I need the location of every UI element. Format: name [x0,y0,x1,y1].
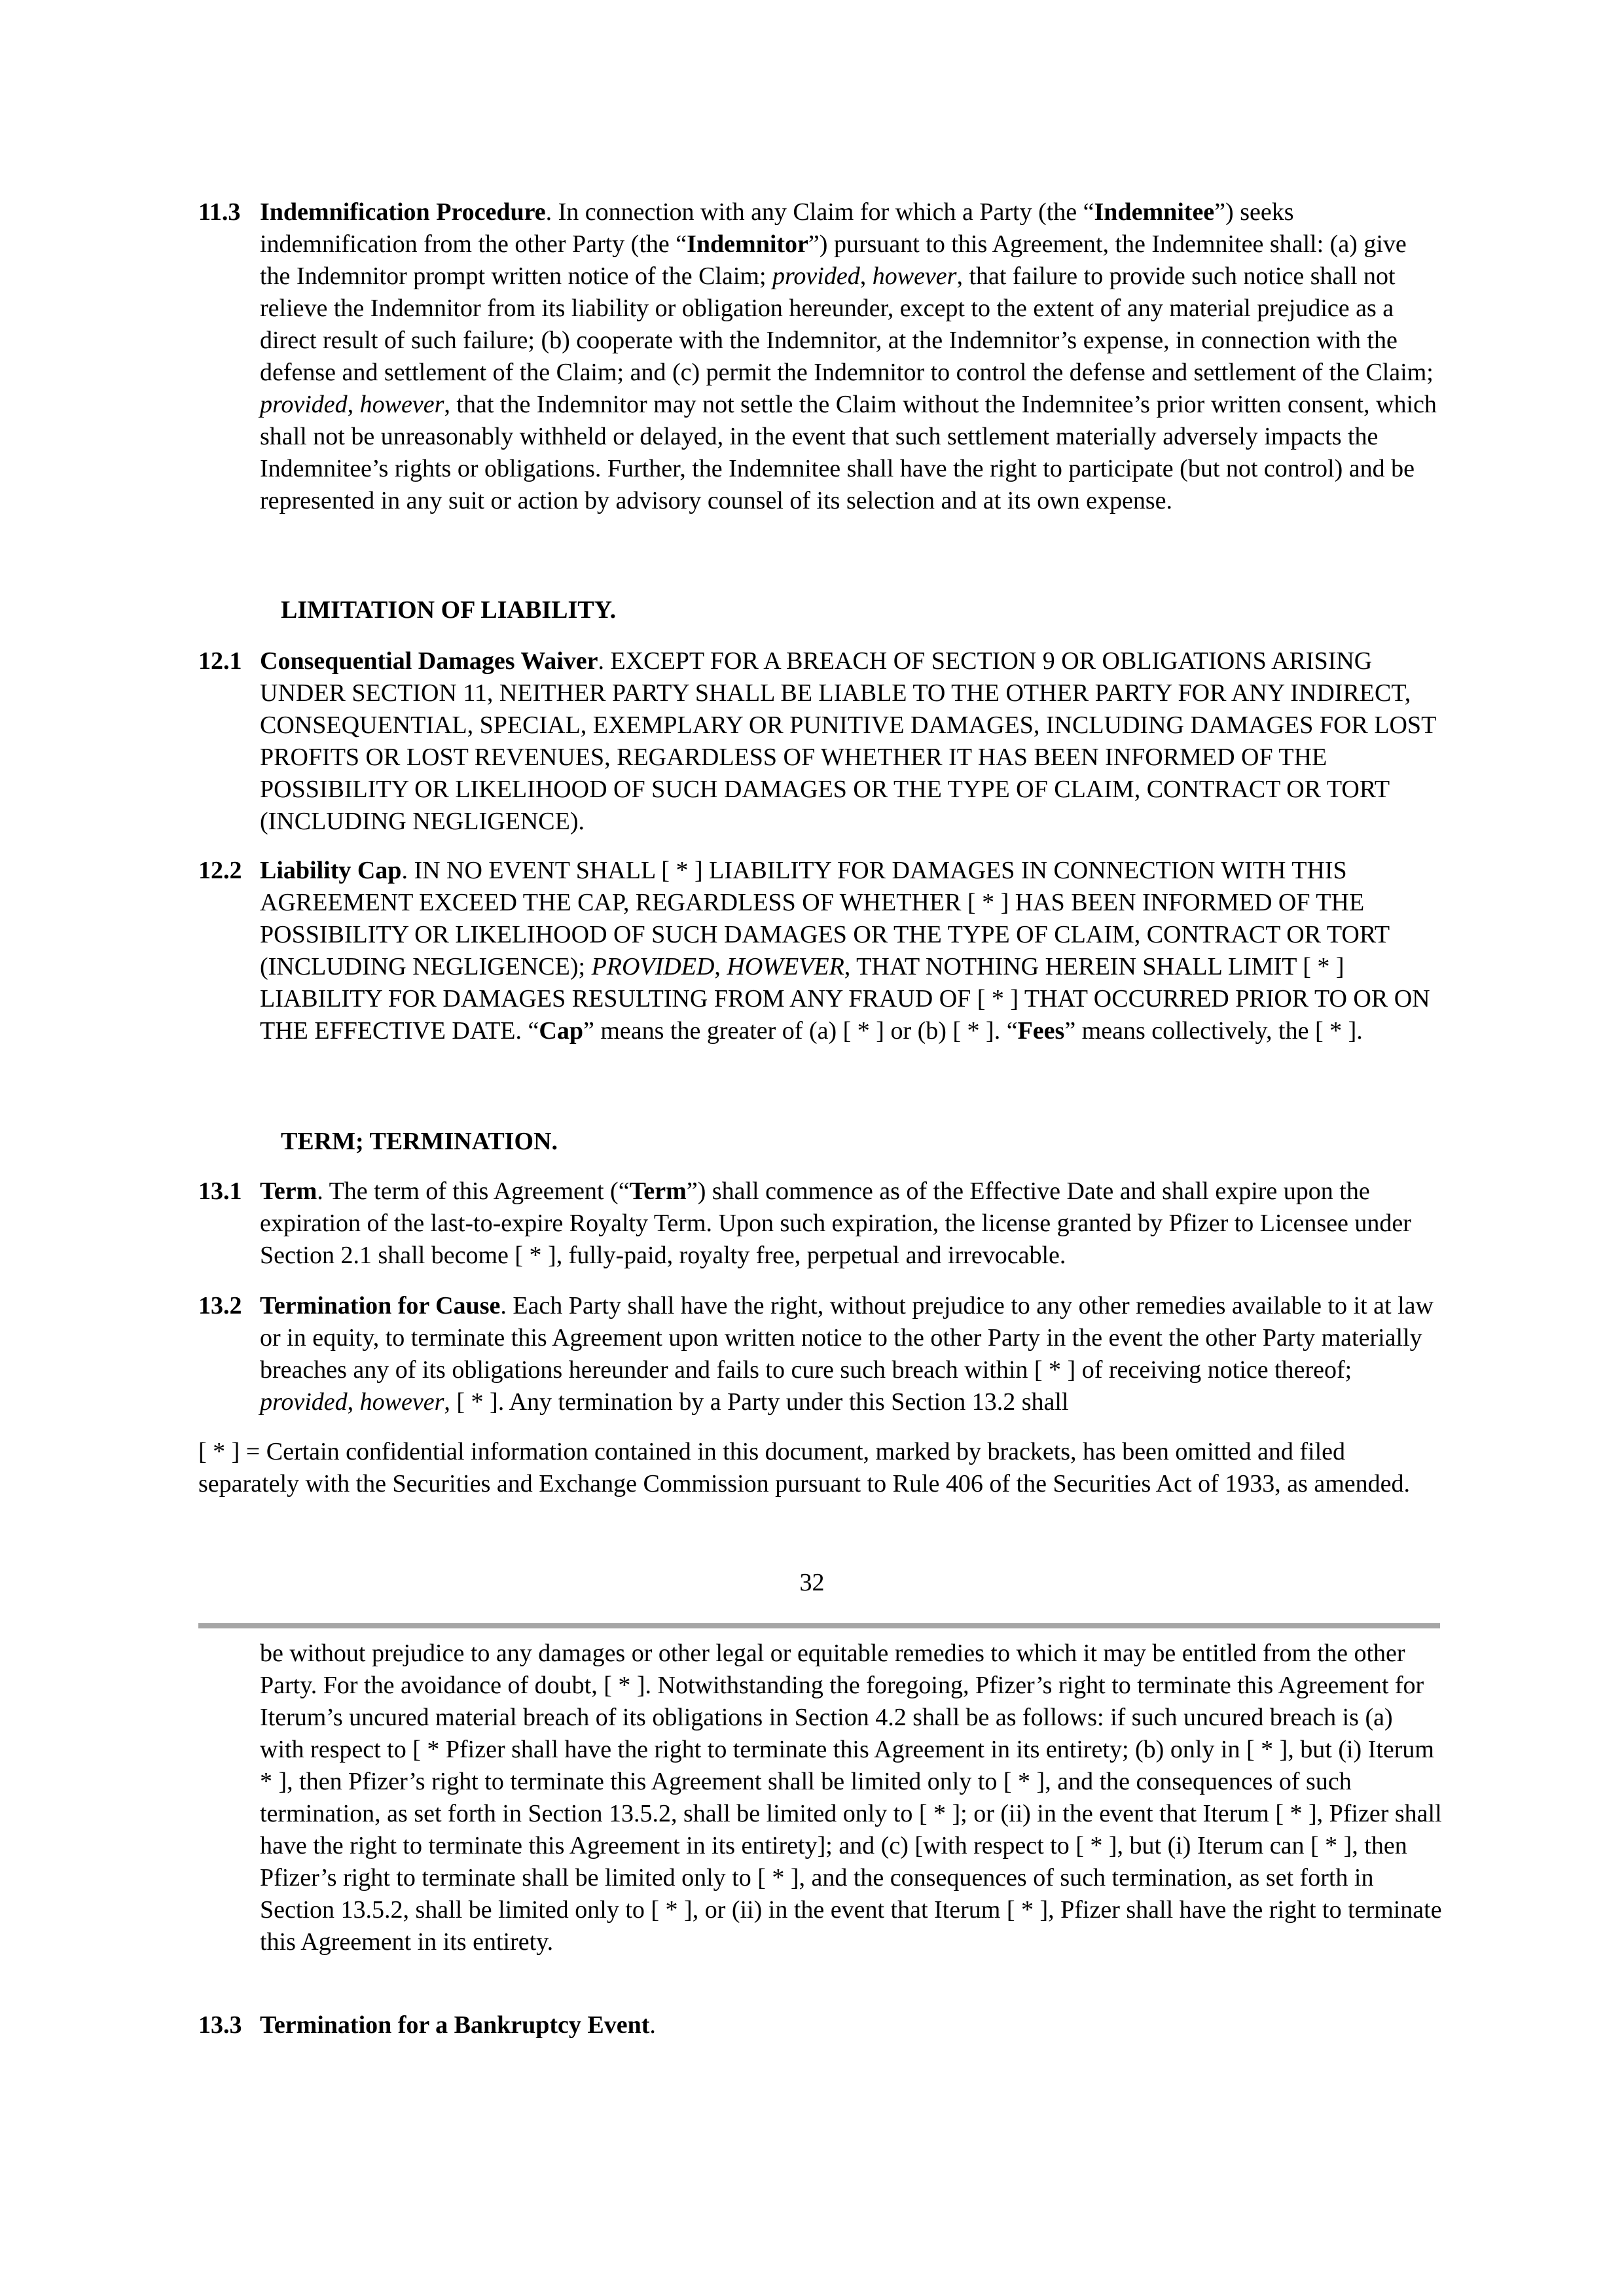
section-title: Consequential Damages Waiver [260,647,598,675]
section-number: 13.2 [198,1292,242,1319]
text-run: ” means collectively, the [ * ]. [1064,1017,1363,1045]
italic-run: however [359,1388,444,1416]
heading-limitation-of-liability: LIMITATION OF LIABILITY. [281,596,617,624]
section-number: 13.1 [198,1177,242,1205]
section-12-2 [198,855,1442,1047]
text-run: , that the Indemnitor may not settle the Claim without the Indemnitee’s prior written consent, which shall not be unreasonably withheld or delayed, in the event that such settlement materially adversely impacts the Indemnitee’s rights or obligations. Further, the Indemnitee shall have the right to participate (but not control) and be represented in any suit or action by advisory counsel of its selection and at its own expense. [260,391,1437,514]
text-run: , that failure to provide such notice shall not relieve the Indemnitor from its liability or obligation hereunder, except to the extent of any material prejudice as a direct result of such failure; (b) cooperate with the Indemnitor, at the Indemnitor’s expense, in connection with the defense and settlement of the Claim; and (c) permit the Indemnitor to control the defense and settlement of the Claim; [260,262,1434,386]
italic-run: however [872,262,957,290]
section-body [260,1290,1442,1418]
text-run: ”) shall commence as of the Effective Date and shall expire upon the expiration of the last-to-expire Royalty Term. Upon such expiration, the license granted by Pfizer to Licensee under Section 2.1 shall become [ * ], fully-paid, royalty free, perpetual and irrevocable. [260,1177,1411,1269]
section-body [260,645,1442,838]
section-title: Termination for Cause [260,1292,501,1319]
text-run: , [347,391,360,418]
italic-run: however [359,391,444,418]
section-body [260,1175,1442,1272]
text-run: . The term of this Agreement (“ [317,1177,630,1205]
italic-run: provided [772,262,860,290]
italic-run: HOWEVER [727,953,844,980]
italic-run: PROVIDED [591,953,715,980]
text-run: , [859,262,873,290]
section-13-2-continuation: be without prejudice to any damages or other legal or equitable remedies to which it may be entitled from the other Party. For the avoidance of doubt, [ * ]. Notwithstanding the foregoing, Pfizer’s right to terminate this Agreement for Iterum’s uncured material breach of its obligations in Section 4.2 shall be as follows: if such uncured breach is (a) with respect to [ * Pfizer shall have the right to terminate this Agreement in its entirety; (b) only in [ * ], but (i) Iterum * ], then Pfizer’s right to terminate this Agreement shall be limited only to [ * ], and the consequences of such termination, as set forth in Section 13.5.2, shall be limited only to [ * ]; or (ii) in the event that Iterum [ * ], Pfizer shall have the right to terminate this Agreement in its entirety]; and (c) [with respect to [ * ], but (i) Iterum can [ * ], then Pfizer’s right to terminate shall be limited only to [ * ], and the consequences of such termination, as set forth in Section 13.5.2, shall be limited only to [ * ], or (ii) in the event that Iterum [ * ], Pfizer shall have the right to terminate this Agreement in its entirety. [260,1640,1442,1956]
section-number: 11.3 [198,198,241,226]
section-title: Liability Cap [260,857,402,884]
section-number: 13.3 [198,2011,242,2039]
italic-run: provided [260,1388,348,1416]
confidentiality-footnote: [ * ] = Certain confidential information contained in this document, marked by brackets, has been omitted and filed separately with the Securities and Exchange Commission pursuant to Rule 406 of the Securities Act of 1933, as amended. [198,1438,1411,1498]
text-run: . [649,2011,656,2039]
section-number: 12.2 [198,857,242,884]
defined-term: Cap [539,1017,583,1045]
section-12-1 [198,645,1442,838]
section-11-3 [198,196,1442,517]
section-13-1 [198,1175,1442,1272]
section-body [260,855,1442,1047]
text-run: . Each Party shall have the right, without prejudice to any other remedies available to it at law or in equity, to terminate this Agreement upon written notice to the other Party in the event the other Party materially breaches any of its obligations hereunder and fails to cure such breach within [ * ] of receiving notice thereof; [260,1292,1434,1384]
section-13-3 [198,2009,1442,2041]
text-run: , THAT NOTHING HEREIN SHALL LIMIT [ * ] LIABILITY FOR DAMAGES RESULTING FROM ANY FRAUD OF [ * ] THAT OCCURRED PRIOR TO OR ON THE EFFECTIVE DATE. “ [260,953,1430,1045]
defined-term: Fees [1017,1017,1065,1045]
defined-term: Term [629,1177,687,1205]
italic-run: provided [260,391,348,418]
section-title: Term [260,1177,317,1205]
text-run: , [714,953,727,980]
section-title: Indemnification Procedure [260,198,546,226]
text-run: . EXCEPT FOR A BREACH OF SECTION 9 OR OBLIGATIONS ARISING UNDER SECTION 11, NEITHER PARTY SHALL BE LIABLE TO THE OTHER PARTY FOR ANY INDIRECT, CONSEQUENTIAL, SPECIAL, EXEMPLARY OR PUNITIVE DAMAGES, INCLUDING DAMAGES FOR LOST PROFITS OR LOST REVENUES, REGARDLESS OF WHETHER IT HAS BEEN INFORMED OF THE POSSIBILITY OR LIKELIHOOD OF SUCH DAMAGES OR THE TYPE OF CLAIM, CONTRACT OR TORT (INCLUDING NEGLIGENCE). [260,647,1436,835]
heading-term-termination: TERM; TERMINATION. [281,1128,558,1155]
text-run: ”) pursuant to this Agreement, the Indemnitee shall: (a) give the Indemnitor prompt written notice of the Claim; [260,230,1407,290]
section-number: 12.1 [198,647,242,675]
defined-term: Indemnitee [1094,198,1215,226]
section-body [260,2009,1442,2041]
text-run: ”) seeks indemnification from the other Party (the “ [260,198,1294,258]
page-number: 32 [799,1569,825,1596]
text-run: . IN NO EVENT SHALL [ * ] LIABILITY FOR DAMAGES IN CONNECTION WITH THIS AGREEMENT EXCEED THE CAP, REGARDLESS OF WHETHER [ * ] HAS BEEN INFORMED OF THE POSSIBILITY OR LIKELIHOOD OF SUCH DAMAGES OR THE TYPE OF CLAIM, CONTRACT OR TORT (INCLUDING NEGLIGENCE); [260,857,1390,980]
section-13-2 [198,1290,1442,1418]
text-run: , [347,1388,360,1416]
text-run: , [ * ]. Any termination by a Party under this Section 13.2 shall [444,1388,1069,1416]
section-title: Termination for a Bankruptcy Event [260,2011,650,2039]
text-run: ” means the greater of (a) [ * ] or (b) [ * ]. “ [583,1017,1018,1045]
page-divider [198,1623,1440,1628]
section-body [260,196,1442,517]
text-run: . In connection with any Claim for which a Party (the “ [545,198,1094,226]
defined-term: Indemnitor [687,230,808,258]
